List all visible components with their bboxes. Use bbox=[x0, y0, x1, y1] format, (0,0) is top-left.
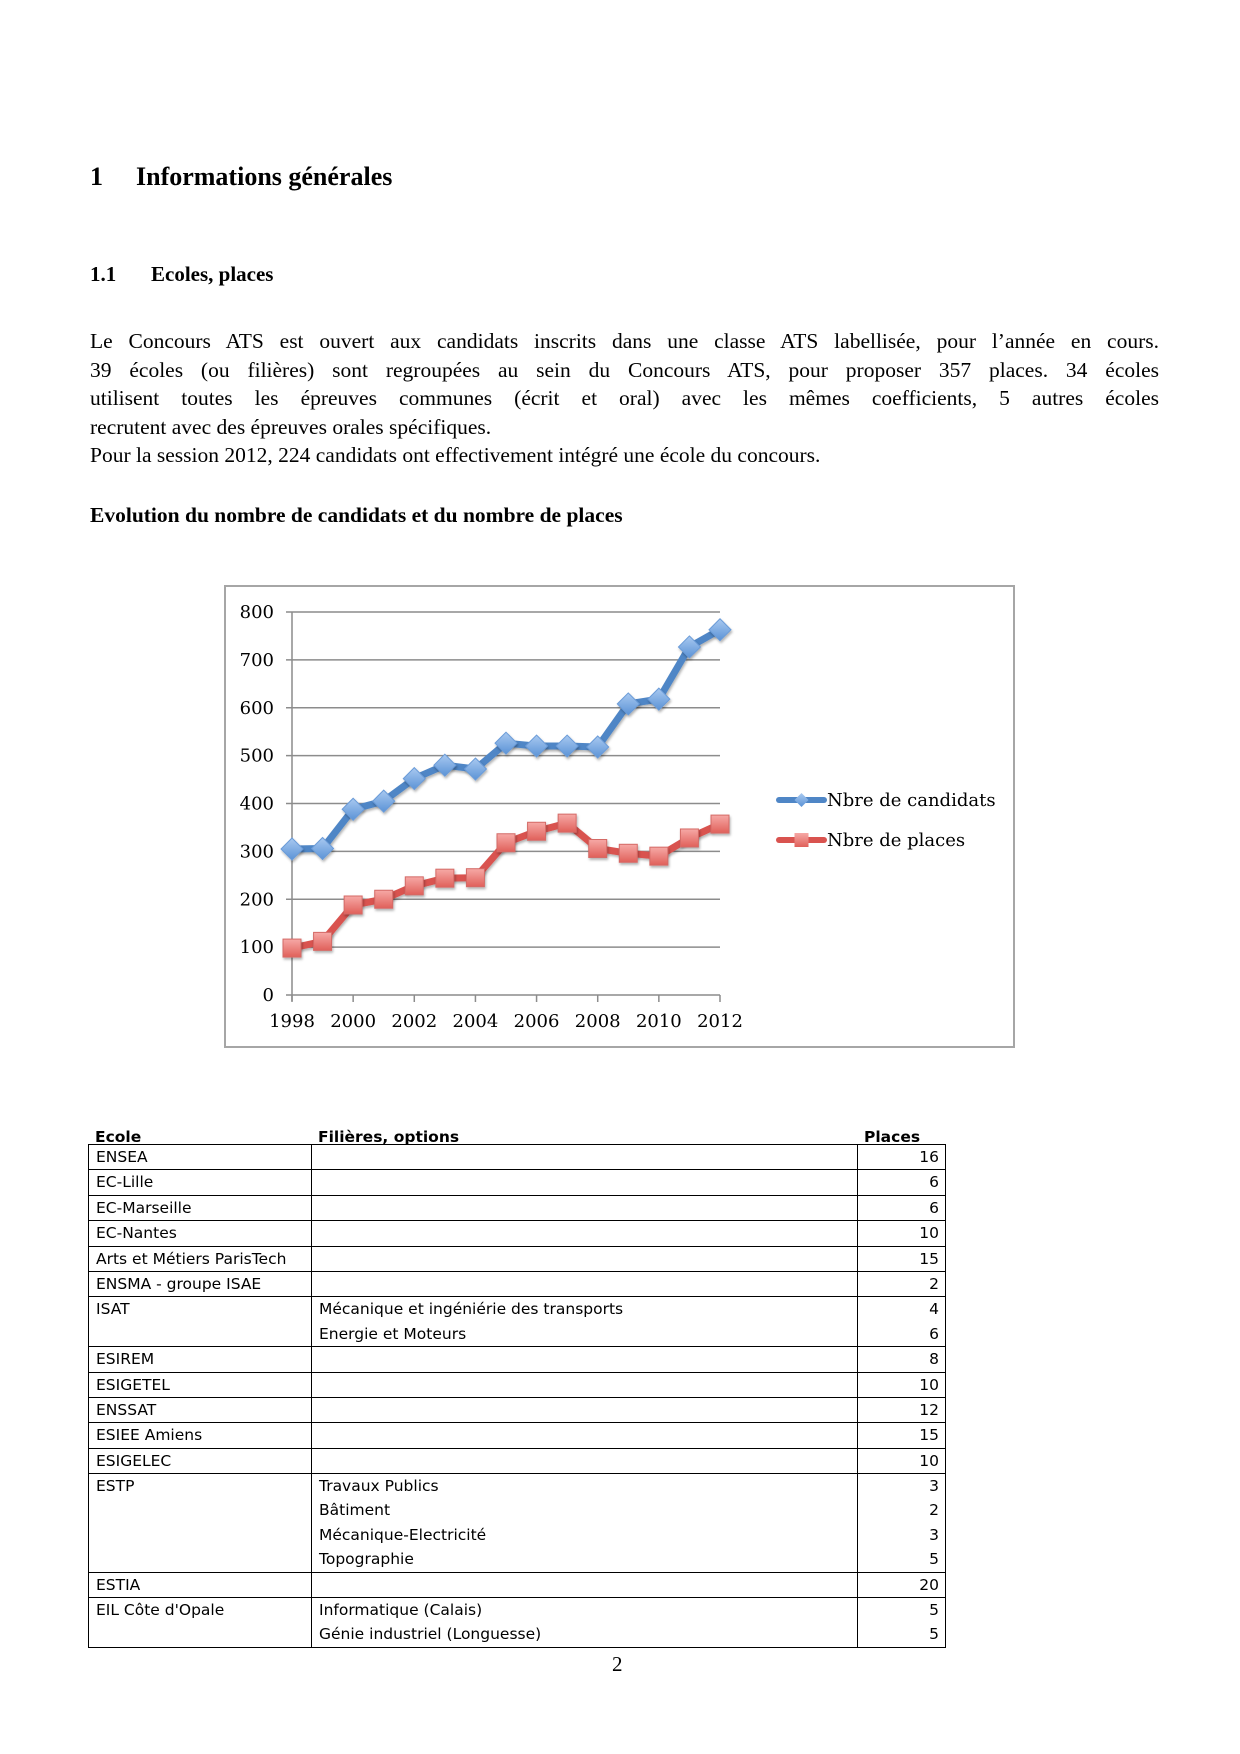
data-point-marker bbox=[405, 877, 423, 895]
table-row bbox=[89, 1598, 946, 1648]
chart-title: Evolution du nombre de candidats et du nombre de places bbox=[90, 503, 623, 527]
cell-places bbox=[858, 1372, 946, 1397]
legend-diamond-icon bbox=[795, 793, 809, 807]
option-label bbox=[319, 1373, 850, 1397]
cell-filieres bbox=[312, 1448, 858, 1473]
cell-ecole bbox=[89, 1397, 312, 1422]
y-tick-label: 300 bbox=[239, 841, 274, 863]
places-value: 15 bbox=[919, 1426, 939, 1445]
y-tick-label: 500 bbox=[239, 745, 274, 767]
cell-filieres bbox=[312, 1221, 858, 1246]
places-value: 2 bbox=[929, 1501, 939, 1520]
y-tick-label: 200 bbox=[239, 889, 274, 911]
ecole-name: EC-Lille bbox=[96, 1173, 154, 1192]
data-point-marker bbox=[711, 815, 729, 833]
cell-places bbox=[858, 1474, 946, 1573]
table-row bbox=[89, 1423, 946, 1448]
x-tick-label: 2012 bbox=[697, 1011, 743, 1032]
option-label bbox=[319, 1247, 850, 1271]
cell-ecole bbox=[89, 1246, 312, 1271]
x-tick-label: 2006 bbox=[513, 1011, 560, 1032]
data-point-marker bbox=[281, 838, 303, 860]
cell-places bbox=[858, 1195, 946, 1220]
paragraph-line: Le Concours ATS est ouvert aux candidats inscrits dans une classe ATS labellisée, pour l’année en cours. bbox=[90, 329, 1159, 353]
ecole-name: EC-Nantes bbox=[96, 1224, 177, 1243]
cell-filieres bbox=[312, 1246, 858, 1271]
cell-ecole bbox=[89, 1271, 312, 1296]
option-label: Informatique (Calais) bbox=[319, 1601, 483, 1620]
paragraph-line: recrutent avec des épreuves orales spécifiques. bbox=[90, 414, 492, 439]
option-label bbox=[319, 1573, 850, 1597]
data-point-marker bbox=[434, 754, 456, 776]
option-label: Génie industriel (Longuesse) bbox=[319, 1625, 542, 1644]
cell-ecole bbox=[89, 1347, 312, 1372]
cell-places bbox=[858, 1145, 946, 1170]
ecole-name: ENSMA - groupe ISAE bbox=[96, 1274, 262, 1293]
line-chart bbox=[224, 585, 1015, 1048]
places-value: 3 bbox=[929, 1477, 939, 1496]
cell-filieres bbox=[312, 1195, 858, 1220]
option-label bbox=[319, 1272, 850, 1296]
option-label bbox=[319, 1449, 850, 1473]
places-value: 10 bbox=[919, 1375, 939, 1394]
cell-filieres bbox=[312, 1598, 858, 1648]
table-row bbox=[89, 1145, 946, 1170]
cell-ecole bbox=[89, 1221, 312, 1246]
schools-table bbox=[88, 1130, 946, 1648]
cell-filieres bbox=[312, 1572, 858, 1597]
data-point-marker bbox=[556, 735, 578, 757]
table-row bbox=[89, 1246, 946, 1271]
ecole-name: EC-Marseille bbox=[96, 1198, 192, 1217]
y-axis-tick-labels bbox=[240, 602, 274, 1006]
cell-places bbox=[858, 1271, 946, 1296]
series-places bbox=[283, 814, 729, 957]
table-row bbox=[89, 1170, 946, 1195]
page-number: 2 bbox=[612, 1652, 623, 1676]
cell-ecole bbox=[89, 1598, 312, 1648]
option-label bbox=[319, 1423, 850, 1447]
ecole-name: ESTP bbox=[96, 1477, 135, 1496]
places-value: 6 bbox=[929, 1324, 939, 1343]
data-point-marker bbox=[314, 932, 332, 950]
chart-series bbox=[281, 619, 731, 957]
legend-square-icon bbox=[795, 833, 809, 847]
paragraph-line: Pour la session 2012, 224 candidats ont effectivement intégré une école du concours. bbox=[90, 443, 821, 467]
chart-canvas bbox=[226, 587, 1013, 1046]
legend-label: Nbre de places bbox=[827, 830, 966, 851]
data-point-marker bbox=[680, 829, 698, 847]
places-value: 4 bbox=[929, 1300, 939, 1319]
y-tick-label: 700 bbox=[239, 649, 274, 671]
cell-places bbox=[858, 1347, 946, 1372]
ecole-name: ISAT bbox=[96, 1300, 130, 1319]
ecole-name: EIL Côte d'Opale bbox=[96, 1601, 225, 1620]
y-tick-label: 800 bbox=[239, 602, 274, 623]
x-tick-label: 2002 bbox=[391, 1011, 438, 1032]
ecole-name: ESIGETEL bbox=[96, 1375, 170, 1394]
ecole-name: Arts et Métiers ParisTech bbox=[96, 1249, 287, 1268]
data-point-marker bbox=[283, 939, 301, 957]
schools-table-body bbox=[88, 1144, 946, 1648]
table-row bbox=[89, 1347, 946, 1372]
ecole-name: ENSEA bbox=[96, 1148, 148, 1166]
places-value: 5 bbox=[929, 1550, 939, 1569]
ecole-name: ESIGELEC bbox=[96, 1451, 172, 1470]
cell-ecole bbox=[89, 1170, 312, 1195]
cell-filieres bbox=[312, 1271, 858, 1296]
y-tick-label: 600 bbox=[239, 697, 274, 719]
places-value: 20 bbox=[919, 1575, 939, 1594]
places-value: 2 bbox=[929, 1274, 939, 1293]
option-label: Topographie bbox=[319, 1550, 414, 1569]
x-tick-label: 2008 bbox=[574, 1011, 621, 1032]
option-label: Bâtiment bbox=[319, 1501, 391, 1520]
cell-filieres bbox=[312, 1423, 858, 1448]
cell-filieres bbox=[312, 1397, 858, 1422]
series-candidats bbox=[281, 619, 731, 860]
subsection-heading bbox=[90, 262, 273, 287]
table-row bbox=[89, 1195, 946, 1220]
intro-paragraph bbox=[90, 327, 1159, 470]
data-point-marker bbox=[497, 834, 515, 852]
cell-places bbox=[858, 1397, 946, 1422]
data-point-marker bbox=[466, 869, 484, 887]
option-label bbox=[319, 1221, 850, 1245]
places-value: 15 bbox=[919, 1249, 939, 1268]
data-point-marker bbox=[558, 814, 576, 832]
places-value: 6 bbox=[929, 1173, 939, 1192]
option-label bbox=[319, 1196, 850, 1220]
subsection-number: 1.1 bbox=[90, 262, 117, 286]
section-title: Informations générales bbox=[136, 162, 393, 191]
cell-ecole bbox=[89, 1448, 312, 1473]
cell-places bbox=[858, 1598, 946, 1648]
cell-places bbox=[858, 1297, 946, 1347]
option-label bbox=[319, 1398, 850, 1422]
option-label bbox=[319, 1347, 850, 1371]
x-tick-label: 2010 bbox=[635, 1011, 682, 1032]
table-row bbox=[89, 1448, 946, 1473]
table-row bbox=[89, 1271, 946, 1296]
cell-filieres bbox=[312, 1297, 858, 1347]
places-value: 5 bbox=[929, 1625, 939, 1644]
paragraph-line: utilisent toutes les épreuves communes (écrit et oral) avec les mêmes coefficients, 5 autres écoles bbox=[90, 386, 1159, 410]
cell-ecole bbox=[89, 1423, 312, 1448]
subsection-title: Ecoles, places bbox=[151, 262, 274, 286]
y-tick-label: 100 bbox=[239, 937, 274, 959]
option-label: Energie et Moteurs bbox=[319, 1324, 467, 1343]
cell-ecole bbox=[89, 1297, 312, 1347]
x-tick-label: 2004 bbox=[452, 1011, 499, 1032]
cell-filieres bbox=[312, 1474, 858, 1573]
places-value: 5 bbox=[929, 1601, 939, 1620]
places-value: 16 bbox=[919, 1148, 939, 1166]
data-point-marker bbox=[589, 840, 607, 858]
places-value: 10 bbox=[919, 1224, 939, 1243]
places-value: 12 bbox=[919, 1400, 939, 1419]
table-header bbox=[88, 1130, 946, 1144]
y-tick-label: 0 bbox=[262, 985, 274, 1006]
ecole-name: ESIREM bbox=[96, 1350, 155, 1369]
cell-ecole bbox=[89, 1474, 312, 1573]
x-axis-tick-labels bbox=[269, 1011, 743, 1032]
data-point-marker bbox=[526, 735, 548, 757]
places-value: 10 bbox=[919, 1451, 939, 1470]
cell-filieres bbox=[312, 1347, 858, 1372]
header-ecole: Ecole bbox=[95, 1128, 142, 1146]
option-label: Mécanique et ingéniérie des transports bbox=[319, 1300, 624, 1319]
ecole-name: ENSSAT bbox=[96, 1400, 157, 1419]
x-tick-label: 2000 bbox=[330, 1011, 377, 1032]
table-row bbox=[89, 1221, 946, 1246]
cell-places bbox=[858, 1221, 946, 1246]
data-point-marker bbox=[619, 844, 637, 862]
cell-filieres bbox=[312, 1170, 858, 1195]
places-value: 6 bbox=[929, 1198, 939, 1217]
cell-places bbox=[858, 1423, 946, 1448]
data-point-marker bbox=[650, 847, 668, 865]
data-point-marker bbox=[528, 822, 546, 840]
x-tick-label: 1998 bbox=[269, 1011, 315, 1032]
header-places: Places bbox=[864, 1128, 921, 1146]
ecole-name: ESIEE Amiens bbox=[96, 1426, 203, 1445]
cell-filieres bbox=[312, 1372, 858, 1397]
data-point-marker bbox=[436, 869, 454, 887]
section-heading bbox=[90, 162, 392, 192]
places-value: 3 bbox=[929, 1525, 939, 1544]
table-row bbox=[89, 1297, 946, 1347]
option-label bbox=[319, 1170, 850, 1194]
cell-places bbox=[858, 1246, 946, 1271]
ecole-name: ESTIA bbox=[96, 1575, 141, 1594]
table-row bbox=[89, 1572, 946, 1597]
y-tick-label: 400 bbox=[239, 793, 274, 815]
table-row bbox=[89, 1397, 946, 1422]
option-label: Travaux Publics bbox=[319, 1477, 439, 1496]
cell-places bbox=[858, 1572, 946, 1597]
table-row bbox=[89, 1474, 946, 1573]
places-value: 8 bbox=[929, 1350, 939, 1369]
legend-label: Nbre de candidats bbox=[827, 790, 996, 811]
cell-places bbox=[858, 1448, 946, 1473]
header-filieres: Filières, options bbox=[318, 1128, 460, 1146]
cell-places bbox=[858, 1170, 946, 1195]
table-row bbox=[89, 1372, 946, 1397]
cell-ecole bbox=[89, 1572, 312, 1597]
data-point-marker bbox=[344, 896, 362, 914]
chart-legend bbox=[779, 790, 996, 851]
option-label bbox=[319, 1145, 850, 1169]
cell-ecole bbox=[89, 1145, 312, 1170]
paragraph-line: 39 écoles (ou filières) sont regroupées au sein du Concours ATS, pour proposer 357 places. 34 écoles bbox=[90, 357, 1159, 382]
option-label: Mécanique-Electricité bbox=[319, 1525, 487, 1544]
section-number: 1 bbox=[90, 162, 103, 191]
data-point-marker bbox=[375, 890, 393, 908]
cell-ecole bbox=[89, 1372, 312, 1397]
cell-ecole bbox=[89, 1195, 312, 1220]
cell-filieres bbox=[312, 1145, 858, 1170]
